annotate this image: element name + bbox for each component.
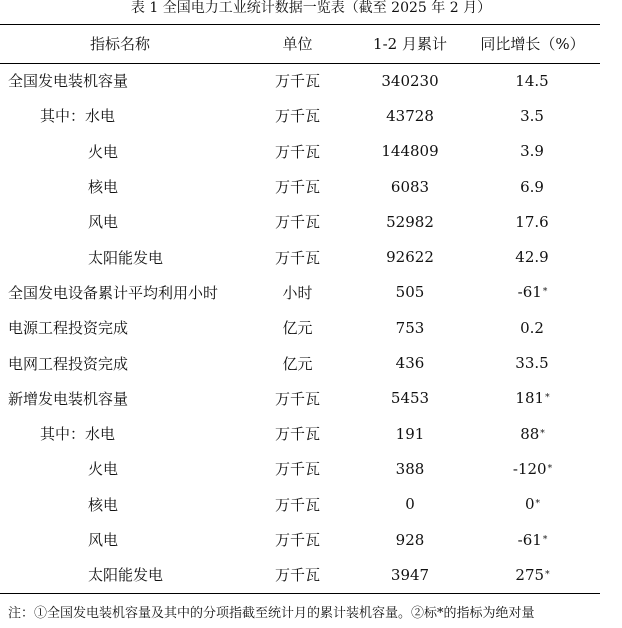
- row-unit: 亿元: [282, 354, 313, 373]
- yoy-number: -120: [512, 459, 547, 478]
- yoy-number: 0.2: [520, 318, 544, 337]
- row-value: 436: [395, 354, 425, 373]
- table-row: [0, 63, 600, 98]
- table-row: [0, 275, 600, 310]
- row-value: 92622: [386, 248, 434, 267]
- row-unit: 万千瓦: [274, 389, 320, 408]
- row-yoy: [470, 169, 595, 204]
- row-unit: 万千瓦: [274, 178, 320, 197]
- row-yoy: [470, 345, 595, 380]
- row-value: 505: [395, 283, 425, 302]
- row-yoy: 88 *: [520, 424, 545, 443]
- yoy-number: 3.5: [520, 106, 544, 125]
- row-name: 太阳能发电: [88, 566, 164, 585]
- table-row: [0, 239, 600, 274]
- row-name: 电源工程投资完成: [8, 319, 129, 338]
- row-value: 6083: [390, 177, 430, 196]
- row-unit: 万千瓦: [274, 72, 320, 91]
- row-value: 191: [395, 424, 425, 443]
- table-header-row: [0, 24, 600, 63]
- row-unit: 万千瓦: [274, 142, 320, 161]
- yoy-number: 42.9: [515, 248, 549, 267]
- row-name: 电网工程投资完成: [8, 354, 129, 373]
- row-name: 核电: [88, 178, 119, 197]
- row-name: 风电: [88, 213, 119, 232]
- yoy-number: 6.9: [520, 177, 544, 196]
- yoy-number: -61: [517, 283, 542, 302]
- row-name: 太阳能发电: [88, 248, 164, 267]
- table-row: [0, 557, 600, 592]
- row-unit: 万千瓦: [274, 531, 320, 549]
- row-yoy: [470, 239, 595, 274]
- row-yoy: -61 *: [517, 283, 548, 302]
- row-name: 其中：水电: [40, 425, 116, 444]
- yoy-number: 3.9: [520, 142, 544, 161]
- table-row: [0, 98, 600, 133]
- row-yoy: [470, 204, 595, 239]
- row-value: 144809: [381, 142, 439, 161]
- row-value: 340230: [381, 71, 439, 90]
- header-value: 1-2 月累计: [373, 35, 447, 53]
- table-row: [0, 487, 600, 522]
- row-yoy: [470, 134, 595, 169]
- header-name: 指标名称: [89, 35, 150, 53]
- row-unit: 万千瓦: [274, 566, 320, 585]
- row-value: 3947: [390, 565, 430, 584]
- row-yoy: 181 *: [515, 389, 550, 408]
- table-title: 表 1 全国电力工业统计数据一览表（截至 2025 年 2 月）: [130, 0, 492, 16]
- row-value: 928: [395, 530, 425, 549]
- statistics-table: [0, 24, 600, 592]
- row-yoy: 275 *: [515, 565, 550, 584]
- yoy-number: 88: [520, 424, 540, 443]
- row-unit: 万千瓦: [274, 495, 320, 514]
- row-name: 其中：水电: [40, 107, 116, 126]
- row-unit: 万千瓦: [274, 425, 320, 444]
- yoy-number: 181: [515, 389, 545, 408]
- row-yoy: -61 *: [517, 530, 548, 549]
- row-name: 火电: [88, 460, 119, 479]
- yoy-number: 275: [515, 565, 545, 584]
- yoy-number: 0: [524, 495, 535, 514]
- row-unit: 万千瓦: [274, 460, 320, 479]
- yoy-number: -61: [517, 530, 542, 549]
- table-footnote: 注：①全国发电装机容量及其中的分项指截至统计月的累计装机容量。②标*的指标为绝对量: [8, 606, 535, 621]
- row-unit: 万千瓦: [274, 107, 320, 126]
- row-unit: 亿元: [282, 319, 313, 338]
- row-unit: 小时: [282, 283, 313, 302]
- table-row: [0, 134, 600, 169]
- table-row: [0, 522, 600, 557]
- row-name: 全国发电设备累计平均利用小时: [8, 283, 219, 302]
- header-yoy: 同比增长（%）: [480, 35, 585, 53]
- row-yoy: [470, 310, 595, 345]
- row-value: 753: [395, 318, 425, 337]
- row-value: 43728: [386, 106, 434, 125]
- row-name: 全国发电装机容量: [8, 72, 129, 91]
- table-row: [0, 381, 600, 416]
- table-row: [0, 204, 600, 239]
- header-unit: 单位: [282, 35, 313, 53]
- row-value: 0: [405, 495, 415, 514]
- table-row: [0, 451, 600, 486]
- row-name: 火电: [88, 142, 119, 161]
- yoy-number: 14.5: [515, 71, 549, 90]
- table-row: [0, 310, 600, 345]
- bottom-rule: [0, 593, 600, 594]
- row-yoy: 0 *: [524, 495, 541, 514]
- row-unit: 万千瓦: [274, 248, 320, 267]
- row-name: 核电: [88, 495, 119, 514]
- row-unit: 万千瓦: [274, 213, 320, 232]
- row-value: 5453: [390, 389, 430, 408]
- row-yoy: -120 *: [512, 459, 553, 478]
- row-value: 388: [395, 459, 425, 478]
- row-yoy: [470, 98, 595, 133]
- yoy-number: 33.5: [515, 354, 549, 373]
- table-row: [0, 169, 600, 204]
- row-value: 52982: [386, 212, 434, 231]
- yoy-number: 17.6: [515, 212, 549, 231]
- table-row: [0, 345, 600, 380]
- row-yoy: [470, 63, 595, 98]
- table-row: [0, 416, 600, 451]
- row-name: 新增发电装机容量: [8, 389, 129, 408]
- row-name: 风电: [88, 531, 119, 549]
